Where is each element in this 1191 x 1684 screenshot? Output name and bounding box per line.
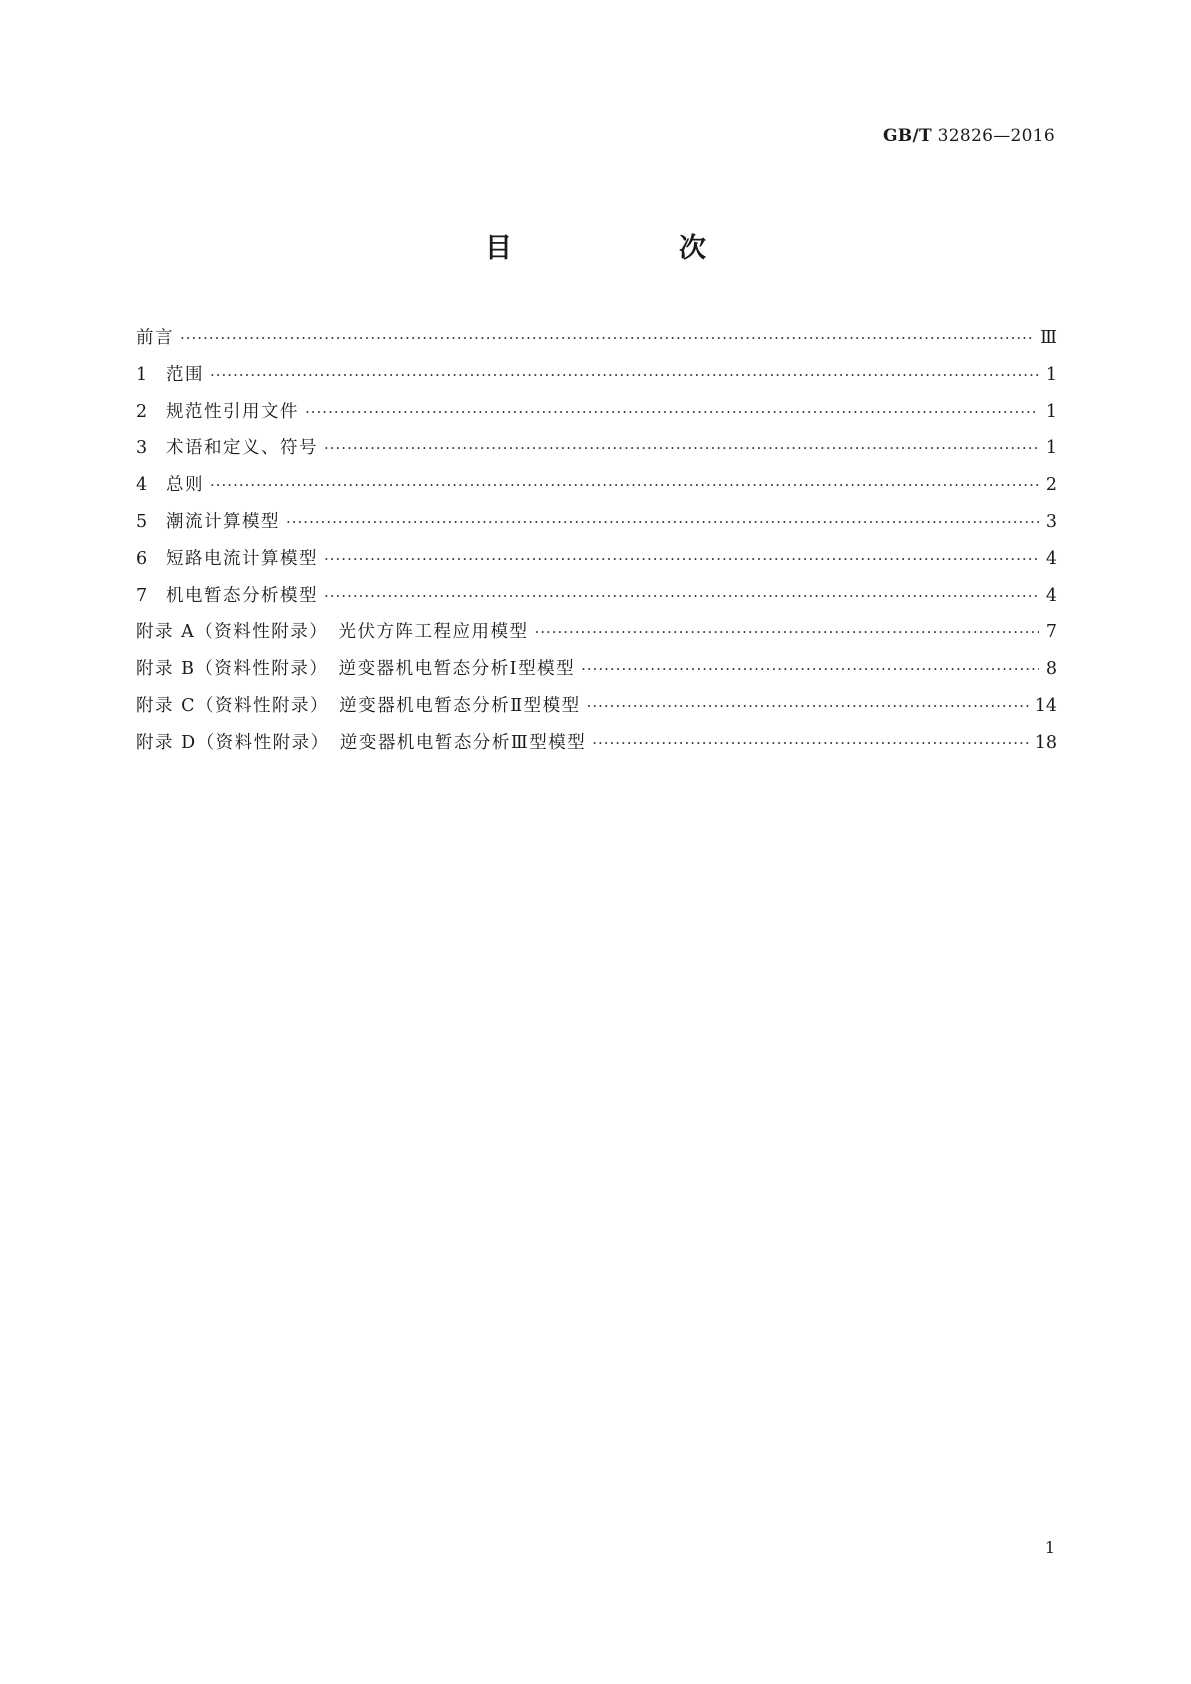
dot-leader [210,476,1039,494]
dot-leader [305,403,1039,421]
dot-leader [324,550,1039,568]
toc-entry-label: 附录 A（资料性附录） 光伏方阵工程应用模型 [136,622,529,643]
toc-entry-number: 4 [136,475,148,496]
toc-entry-number: 7 [136,585,148,606]
toc-entry-page: Ⅲ [1040,328,1057,348]
toc-entry-7[interactable] [136,582,1057,619]
dot-leader [534,623,1039,641]
toc-entry-number: 6 [136,548,148,569]
toc-entry-label: 前言 [136,328,174,348]
toc-entry-page: 8 [1045,659,1057,680]
toc-entry-page: 4 [1045,548,1057,569]
toc-entry-page: 1 [1045,364,1057,385]
toc-entry-label: 潮流计算模型 [166,511,280,532]
dot-leader [592,734,1029,752]
page-title: 目 次 [485,233,776,264]
toc-entry-label: 附录 B（资料性附录） 逆变器机电暂态分析Ⅰ型模型 [136,659,576,680]
toc-entry-appendix-a[interactable] [136,618,1057,655]
toc-entry-page: 1 [1045,401,1057,422]
toc-entry-number: 1 [136,364,148,385]
toc-entry-label: 总则 [166,475,204,496]
toc-entry-2[interactable] [136,398,1057,435]
page-number: 1 [1044,1538,1055,1557]
toc-entry-1[interactable] [136,361,1057,398]
toc-entry-label: 附录 C（资料性附录） 逆变器机电暂态分析Ⅱ型模型 [136,695,581,716]
toc-entry-page: 2 [1045,475,1057,496]
toc-entry-label: 术语和定义、符号 [166,438,318,459]
toc-entry-5[interactable] [136,508,1057,545]
toc-entry-number: 5 [136,511,148,532]
toc-entry-page: 1 [1045,438,1057,459]
toc-entry-page: 14 [1034,695,1057,716]
toc-entry-label: 机电暂态分析模型 [166,585,318,606]
toc-entry-appendix-b[interactable] [136,655,1057,692]
dot-leader [180,329,1034,347]
dot-leader [581,660,1039,678]
toc-entry-label: 短路电流计算模型 [166,548,318,569]
toc-entry-3[interactable] [136,434,1057,471]
standard-prefix: GB/T [882,126,932,146]
dot-leader [210,366,1039,384]
table-of-contents [136,324,1057,766]
toc-entry-label: 范围 [166,364,204,385]
toc-entry-appendix-c[interactable] [136,692,1057,729]
toc-entry-foreword[interactable] [136,324,1057,361]
toc-entry-4[interactable] [136,471,1057,508]
dot-leader [286,513,1039,531]
toc-entry-label: 规范性引用文件 [166,401,299,422]
dot-leader [587,697,1029,715]
standard-code [883,126,1055,146]
toc-entry-number: 2 [136,401,148,422]
toc-entry-page: 7 [1045,622,1057,643]
dot-leader [324,439,1039,457]
toc-entry-page: 4 [1045,585,1057,606]
standard-number: 32826—2016 [937,126,1055,146]
toc-entry-appendix-d[interactable] [136,729,1057,766]
toc-entry-6[interactable] [136,545,1057,582]
toc-entry-page: 18 [1034,732,1057,753]
toc-entry-label: 附录 D（资料性附录） 逆变器机电暂态分析Ⅲ型模型 [136,732,587,753]
dot-leader [324,587,1039,605]
toc-entry-number: 3 [136,438,148,459]
toc-entry-page: 3 [1045,511,1057,532]
